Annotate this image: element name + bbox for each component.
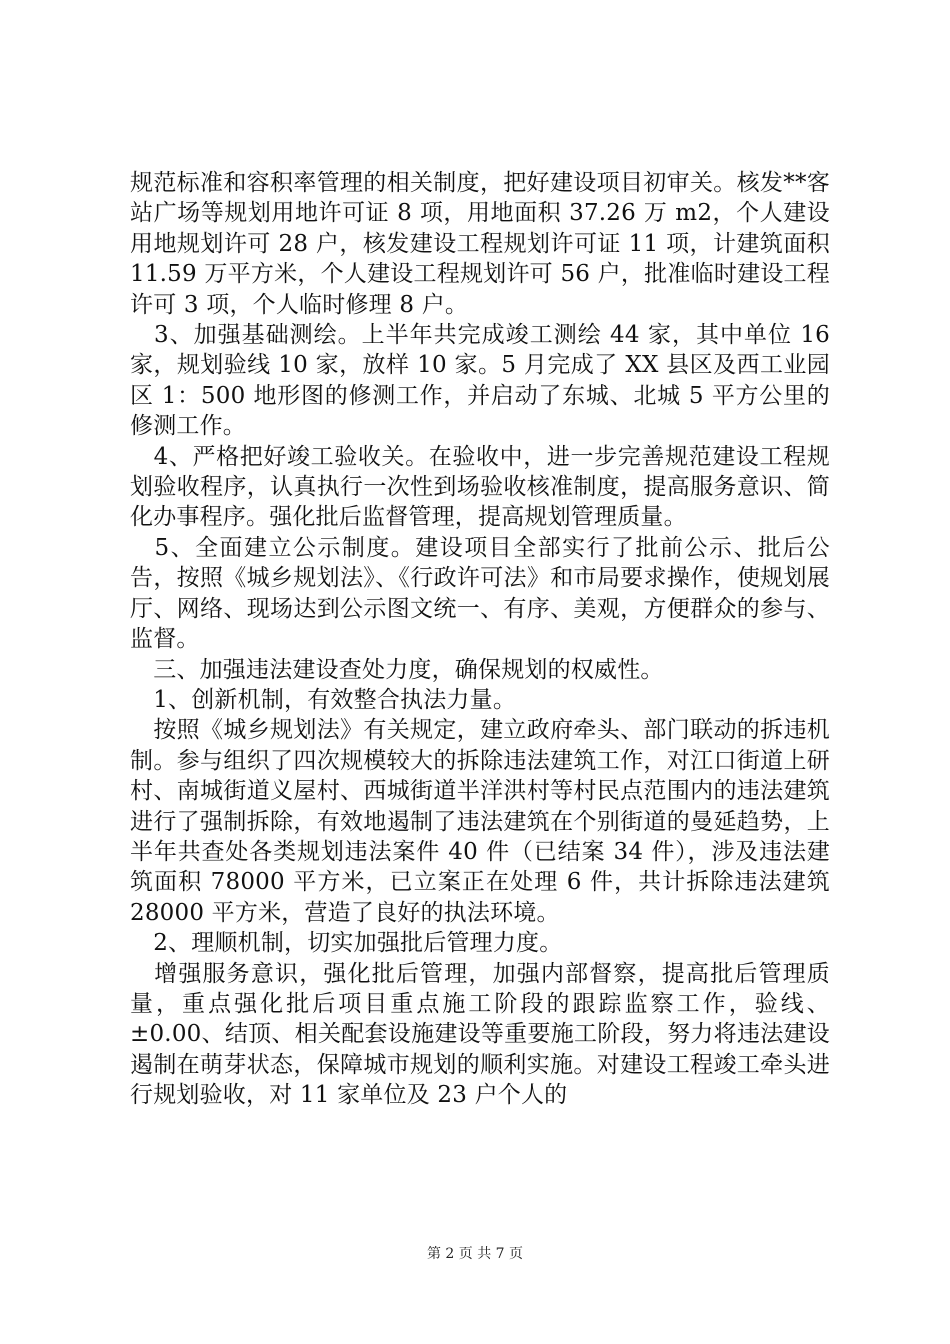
- paragraph-acceptance: 4、严格把好竣工验收关。在验收中，进一步完善规范建设工程规划验收程序，认真执行一次性到场验收核准制度，提高服务意识、简化办事程序。强化批后监督管理，提高规划管理质量。: [130, 443, 830, 531]
- paragraph-supervision: 增强服务意识，强化批后管理，加强内部督察，提高批后管理质量，重点强化批后项目重点施工阶段的跟踪监察工作，验线、±0.00、结顶、相关配套设施建设等重要施工阶段，努力将违法建设遏制在萌芽状态，保障城市规划的顺利实施。对建设工程竣工牵头进行规划验收，对 11 家单位及 23 户个人的: [130, 960, 830, 1109]
- paragraph-surveying: 3、加强基础测绘。上半年共完成竣工测绘 44 家，其中单位 16 家，规划验线 10 家，放样 10 家。5 月完成了 XX 县区及西工业园区 1：500 地形图的修测工作，并启动了东城、北城 5 平方公里的修测工作。: [130, 322, 830, 440]
- section-heading-enforcement: 三、加强违法建设查处力度，确保规划的权威性。: [130, 656, 664, 683]
- paragraph-demolition: 按照《城乡规划法》有关规定，建立政府牵头、部门联动的拆违机制。参与组织了四次规模较大的拆除违法建筑工作，对江口街道上研村、南城街道义屋村、西城街道半洋洪村等村民点范围内的违法建筑进行了强制拆除，有效地遏制了违法建筑在个别街道的曼延趋势，上半年共查处各类规划违法案件 40 件（已结案 34 件），涉及违法建筑面积 78000 平方米，已立案正在处理 6 件，共计拆除违法建筑 28000 平方米，营造了良好的执法环境。: [130, 717, 830, 926]
- document-body: [130, 168, 830, 1111]
- paragraph-permits: 规范标准和容积率管理的相关制度，把好建设项目初审关。核发**客站广场等规划用地许可证 8 项，用地面积 37.26 万 m2，个人建设用地规划许可 28 户，核发建设工程规划许可证 11 项，计建筑面积 11.59 万平方米，个人建设工程规划许可 56 户，批准临时建设工程许可 3 项，个人临时修理 8 户。: [130, 170, 830, 318]
- subheading-innovation: 1、创新机制，有效整合执法力量。: [130, 686, 517, 713]
- subheading-post-approval: 2、理顺机制，切实加强批后管理力度。: [130, 930, 563, 957]
- paragraph-publicity: 5、全面建立公示制度。建设项目全部实行了批前公示、批后公告，按照《城乡规划法》、《行政许可法》和市局要求操作，使规划展厅、网络、现场达到公示图文统一、有序、美观，方便群众的参与、监督。: [130, 534, 830, 653]
- page-number-footer: 第 2 页 共 7 页: [426, 1246, 524, 1262]
